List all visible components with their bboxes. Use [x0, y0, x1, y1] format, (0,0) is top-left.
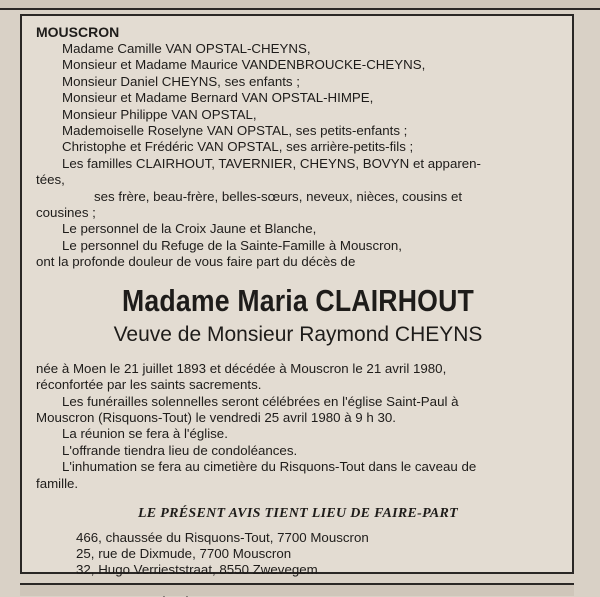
burial-line-cont: famille. — [36, 475, 79, 491]
address-text: Hugo Verrieststraat, 8550 Zwevegem — [98, 561, 318, 577]
sacraments-line: réconfortée par les saints sacrements. — [36, 377, 262, 393]
deceased-subtitle: Veuve de Monsieur Raymond CHEYNS — [113, 322, 483, 346]
funeral-line: Les funérailles solennelles seront célébrées en l'église Saint-Paul à — [62, 393, 459, 409]
family-line: Christophe et Frédéric VAN OPSTAL, ses arrière-petits-fils ; — [62, 139, 414, 155]
address-number: 32, — [76, 561, 95, 577]
address-line — [36, 562, 560, 578]
relatives-line: ses frère, beau-frère, belles-sœurs, neveux, nièces, cousins et — [94, 188, 463, 204]
next-clipping-edge — [20, 583, 574, 596]
burial-line: L'inhumation se fera au cimetière du Risquons-Tout dans le caveau de — [62, 459, 477, 475]
city-heading: MOUSCRON — [36, 24, 120, 40]
family-line: Monsieur Daniel CHEYNS, ses enfants ; — [62, 73, 300, 89]
birth-death-line: née à Moen le 21 juillet 1893 et décédée à Mouscron le 21 avril 1980, — [36, 360, 447, 376]
family-line: Monsieur Philippe VAN OPSTAL, — [62, 106, 257, 122]
funeral-line-cont: Mouscron (Risquons-Tout) le vendredi 25 avril 1980 à 9 h 30. — [36, 409, 396, 425]
offering-line: L'offrande tiendra lieu de condoléances. — [62, 442, 298, 458]
address-number: 25, — [76, 545, 95, 561]
relatives-line-cont: cousines ; — [36, 205, 96, 221]
address-text: rue de Dixmude, 7700 Mouscron — [98, 545, 292, 561]
announcement-line: ont la profonde douleur de vous faire part du décès de — [36, 254, 356, 270]
family-line: Mademoiselle Roselyne VAN OPSTAL, ses petits-enfants ; — [62, 123, 408, 139]
staff-line: Le personnel du Refuge de la Sainte-Famille à Mouscron, — [62, 237, 403, 253]
address-line — [36, 530, 560, 546]
family-line: Monsieur et Madame Maurice VANDENBROUCKE-CHEYNS, — [62, 57, 426, 73]
reunion-line: La réunion se fera à l'église. — [62, 426, 228, 442]
address-text: chaussée du Risquons-Tout, 7700 Mouscron — [105, 529, 369, 545]
staff-line: Le personnel de la Croix Jaune et Blanche, — [62, 221, 317, 237]
obituary-content — [36, 24, 560, 597]
family-line: Madame Camille VAN OPSTAL-CHEYNS, — [62, 41, 311, 56]
families-line: Les familles CLAIRHOUT, TAVERNIER, CHEYNS, BOVYN et apparen- — [62, 155, 481, 171]
address-number: 466, — [76, 529, 102, 545]
families-line-cont: tées, — [36, 172, 65, 188]
deceased-name: Madame Maria CLAIRHOUT — [122, 282, 474, 318]
obituary-notice — [20, 14, 574, 577]
previous-clipping-edge — [0, 0, 600, 10]
notice-line: LE PRÉSENT AVIS TIENT LIEU DE FAIRE-PART — [137, 505, 459, 521]
address-line — [36, 546, 560, 562]
family-line: Monsieur et Madame Bernard VAN OPSTAL-HIMPE, — [62, 90, 374, 106]
